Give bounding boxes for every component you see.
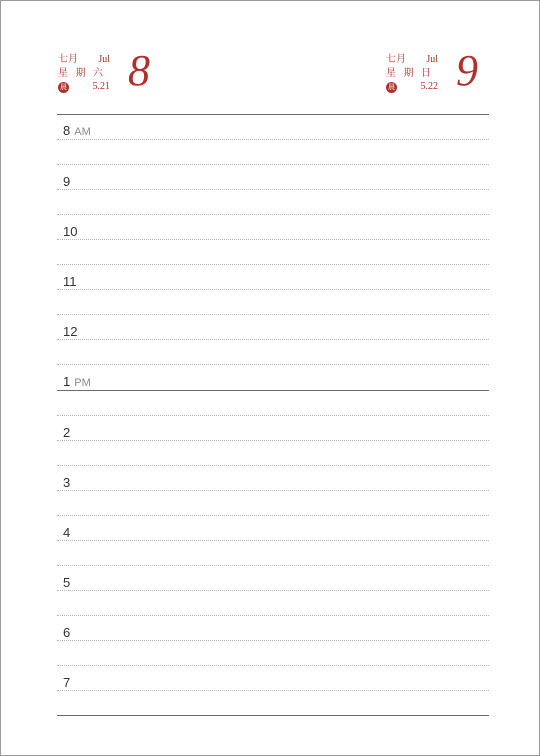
- hour-label: 11: [63, 274, 77, 289]
- noon-divider: [57, 390, 489, 391]
- hour-line: [57, 690, 489, 691]
- month-cn-label: 七月: [386, 54, 406, 65]
- half-hour-line: [57, 239, 489, 240]
- day-header-left: [58, 46, 198, 103]
- lunar-date-label: 5.22: [420, 81, 438, 92]
- hour-label: 6: [63, 625, 71, 640]
- hour-label: 5: [63, 575, 71, 590]
- day-number: 9: [456, 46, 478, 95]
- date-meta-left: [58, 53, 110, 94]
- hour-label: 9: [63, 174, 71, 189]
- half-hour-line: [57, 139, 489, 140]
- hour-line: [57, 164, 489, 165]
- hour-line: [57, 364, 489, 365]
- month-cn-label: 七月: [58, 54, 78, 65]
- day-number: 8: [128, 46, 150, 95]
- month-en-label: Jul: [426, 54, 438, 65]
- hour-line: [57, 540, 489, 541]
- header-divider: [57, 114, 489, 115]
- hour-line: [57, 264, 489, 265]
- half-hour-line: [57, 339, 489, 340]
- weekday-label: 星期日: [386, 67, 439, 79]
- hour-label: 3: [63, 475, 71, 490]
- hour-label: 4: [63, 525, 71, 540]
- half-hour-line: [57, 415, 489, 416]
- half-hour-line: [57, 289, 489, 290]
- morning-badge-icon: 晨: [388, 83, 395, 91]
- month-en-label: Jul: [98, 54, 110, 65]
- hour-line: [57, 490, 489, 491]
- half-hour-line: [57, 665, 489, 666]
- hour-line: [57, 440, 489, 441]
- hour-label: 10: [63, 224, 78, 239]
- hour-label: 7: [63, 675, 71, 690]
- hour-label: 8 AM: [63, 123, 91, 138]
- footer-divider: [57, 715, 489, 716]
- morning-badge-icon: 晨: [60, 83, 67, 91]
- weekday-label: 星期六: [58, 67, 111, 79]
- hour-line: [57, 314, 489, 315]
- lunar-date-label: 5.21: [92, 81, 110, 92]
- pm-label: PM: [74, 377, 91, 389]
- hour-label: 1 PM: [63, 374, 91, 389]
- am-label: AM: [74, 126, 91, 138]
- half-hour-line: [57, 615, 489, 616]
- date-meta-right: [386, 53, 438, 94]
- day-header-right: [386, 46, 526, 103]
- half-hour-line: [57, 189, 489, 190]
- hour-label: 12: [63, 324, 78, 339]
- hour-line: [57, 640, 489, 641]
- hour-line: [57, 590, 489, 591]
- hour-label: 2: [63, 425, 71, 440]
- half-hour-line: [57, 465, 489, 466]
- hour-line: [57, 214, 489, 215]
- half-hour-line: [57, 515, 489, 516]
- half-hour-line: [57, 565, 489, 566]
